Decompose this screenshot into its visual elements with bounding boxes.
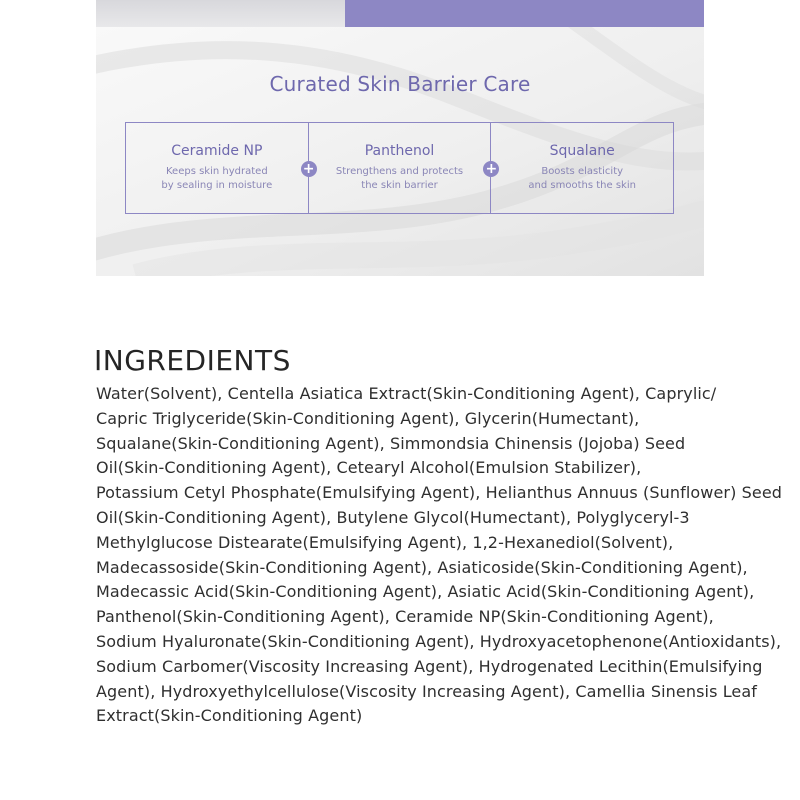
benefit-name: Squalane xyxy=(549,143,615,159)
product-banner xyxy=(96,0,704,276)
ingredient-line: Sodium Carbomer(Viscosity Increasing Agent), Hydrogenated Lecithin(Emulsifying xyxy=(96,656,763,676)
ingredient-line: Squalane(Skin-Conditioning Agent), Simmondsia Chinensis (Jojoba) Seed xyxy=(96,433,686,453)
ingredient-line: Methylglucose Distearate(Emulsifying Agent), 1,2-Hexanediol(Solvent), xyxy=(96,532,674,552)
ingredient-line: Agent), Hydroxyethylcellulose(Viscosity Increasing Agent), Camellia Sinensis Leaf xyxy=(96,681,758,701)
ingredient-line: Sodium Hyaluronate(Skin-Conditioning Agent), Hydroxyacetophenone(Antioxidants), xyxy=(96,631,782,651)
ingredient-line: Madecassoside(Skin-Conditioning Agent), Asiaticoside(Skin-Conditioning Agent), xyxy=(96,557,748,577)
benefit-description: Keeps skin hydrated by sealing in moisture xyxy=(161,166,273,191)
ingredient-line: Panthenol(Skin-Conditioning Agent), Ceramide NP(Skin-Conditioning Agent), xyxy=(96,607,714,627)
benefit-name: Ceramide NP xyxy=(171,143,263,159)
ingredient-line: Oil(Skin-Conditioning Agent), Cetearyl Alcohol(Emulsion Stabilizer), xyxy=(96,458,642,478)
benefit-description: Strengthens and protects the skin barrier xyxy=(335,166,464,191)
plus-icon: + xyxy=(483,161,499,177)
benefit-card-squalane xyxy=(485,123,673,213)
benefit-description: Boosts elasticity and smooths the skin xyxy=(528,166,636,191)
benefit-grid xyxy=(125,122,674,214)
ingredient-line: Oil(Skin-Conditioning Agent), Butylene Glycol(Humectant), Polyglyceryl-3 xyxy=(96,507,690,527)
banner-top-right-panel xyxy=(345,0,704,27)
banner-top-left-image xyxy=(96,0,345,27)
ingredient-line: Potassium Cetyl Phosphate(Emulsifying Agent), Helianthus Annuus (Sunflower) Seed xyxy=(96,483,783,503)
ingredient-line: Madecassic Acid(Skin-Conditioning Agent), Asiatic Acid(Skin-Conditioning Agent), xyxy=(96,582,755,602)
benefit-card-panthenol xyxy=(302,123,491,213)
banner-title: Curated Skin Barrier Care xyxy=(269,72,531,96)
plus-icon: + xyxy=(301,161,317,177)
ingredients-heading: INGREDIENTS xyxy=(94,344,291,377)
benefit-card-ceramide xyxy=(126,123,308,213)
ingredient-line: Extract(Skin-Conditioning Agent) xyxy=(96,706,363,726)
ingredients-list xyxy=(96,382,783,729)
benefit-name: Panthenol xyxy=(364,143,435,159)
ingredient-line: Capric Triglyceride(Skin-Conditioning Agent), Glycerin(Humectant), xyxy=(96,408,640,428)
ingredient-line: Water(Solvent), Centella Asiatica Extract(Skin-Conditioning Agent), Caprylic/ xyxy=(96,384,717,403)
